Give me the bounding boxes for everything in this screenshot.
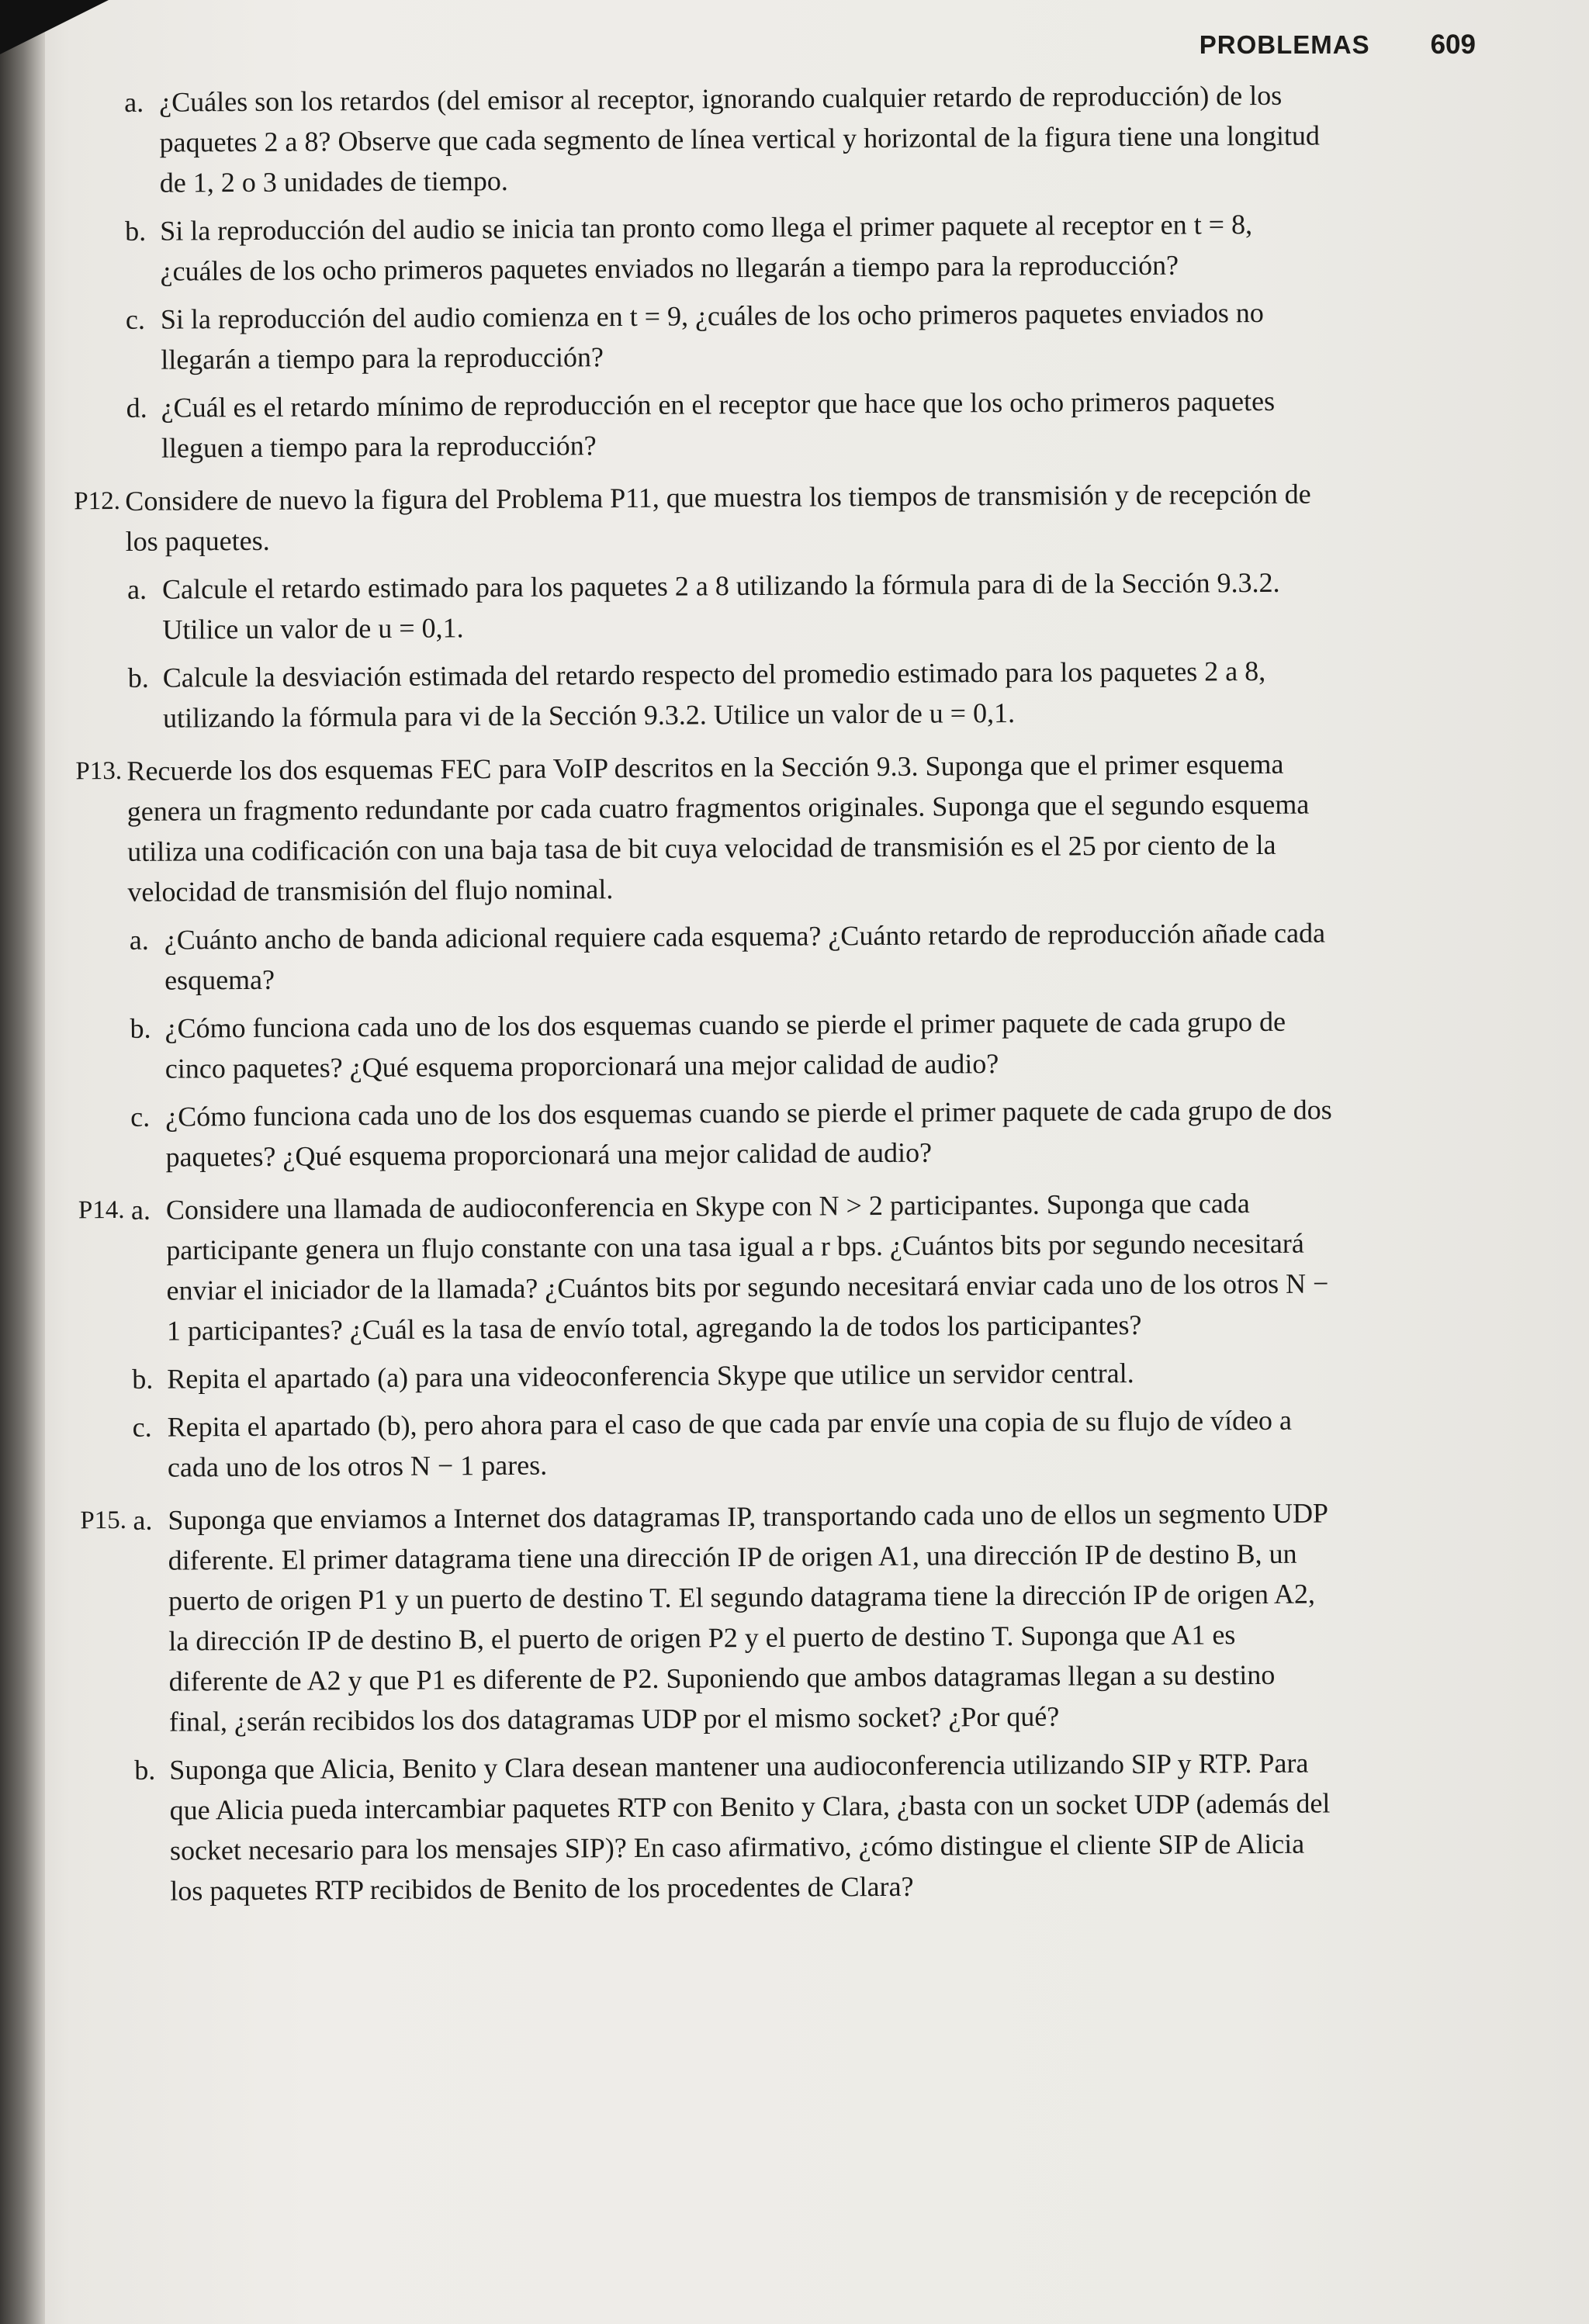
item-text: ¿Cuál es el retardo mínimo de reproducción en el receptor que hace que los ocho primeros paquetes lleguen a tiempo para la reproducción? [161,385,1276,464]
item-text: Repita el apartado (a) para una videoconferencia Skype que utilice un servidor central. [167,1357,1134,1395]
item-text: ¿Cómo funciona cada uno de los dos esquemas cuando se pierde el primer paquete de cada grupo de dos paquetes? ¿Qué esquema proporcionará una mejor calidad de audio? [165,1094,1332,1173]
item-text: Si la reproducción del audio comienza en t = 9, ¿cuáles de los ocho primeros paquetes enviados no llegarán a tiempo para la reproducción? [160,296,1264,375]
problem-p13 [75,743,1333,1178]
item-text: Si la reproducción del audio se inicia tan pronto como llega el primer paquete al receptor en t = 8, ¿cuáles de los ocho primeros paquetes enviados no llegarán a tiempo para la reproducción? [160,209,1253,287]
book-spine-shadow [0,0,45,2324]
item-letter: b. [127,662,149,693]
problem-number: P15. [80,1506,127,1535]
item-text: Repita el apartado (b), pero ahora para el caso de que cada par envíe una copia de su flujo de vídeo a cada uno de los otros N − 1 pares. [167,1404,1293,1483]
problem-p11-continuation [116,74,1329,469]
list-item [124,1399,1335,1488]
list-item [118,380,1329,469]
problem-number: P12. [74,486,121,516]
problem-number: P14. [78,1195,125,1225]
page-content [74,67,1338,1911]
list-item [126,1742,1338,1911]
item-text: ¿Cuáles son los retardos (del emisor al receptor, ignorando cualquier retardo de reproducción) de los paquetes 2 a 8? Observe que cada segmento de línea vertical y horizontal de la figura tiene una longitud de 1, 2 o 3 unidades de tiempo. [159,79,1321,199]
list-item [117,203,1328,292]
list-item [125,1492,1337,1742]
list-item [122,1001,1333,1089]
list-item [116,74,1328,203]
problem-p12 [74,473,1331,738]
item-letter: a. [133,1504,153,1536]
item-letter: c. [125,303,146,335]
item-letter: a. [130,1194,151,1226]
item-text: Calcule la desviación estimada del retardo respecto del promedio estimado para los paquetes 2 a 8, utilizando la fórmula para vi de la Sección 9.3.2. Utilice un valor de u = 0,1. [162,655,1266,734]
problem-p14 [78,1182,1335,1488]
item-letter: a. [124,86,144,118]
list-item [124,1351,1335,1399]
item-text: Considere una llamada de audioconferencia en Skype con N > 2 participantes. Suponga que cada participante genera un flujo constante con una tasa igual a r bps. ¿Cuántos bits por segundo necesitará enviar el iniciador de la llamada? ¿Cuántos bits por segundo necesitará enviar cada uno de los otros N − 1 participantes? ¿Cuál es la tasa de envío total, agregando la de todos los participantes? [165,1188,1329,1347]
list-item [119,562,1331,650]
running-header [1200,29,1476,68]
item-letter: d. [126,392,147,424]
problem-p15 [80,1492,1338,1911]
list-item [122,912,1333,1001]
problem-number: P13. [75,756,123,786]
item-letter: a. [129,924,149,956]
item-text: Suponga que enviamos a Internet dos datagramas IP, transportando cada uno de ellos un segmento UDP diferente. El primer datagrama tiene una dirección IP de origen A1, una dirección IP de destino B, un puerto de origen P1 y un puerto de destino T. El segundo datagrama tiene la dirección IP de origen A2, la dirección IP de destino B, el puerto de origen P2 y el puerto de destino T. Suponga que A1 es diferente de A2 y que P1 es diferente de P2. Suponiendo que ambos datagramas llegan a su destino final, ¿serán recibidos los dos datagramas UDP por el mismo socket? ¿Por qué? [168,1497,1328,1738]
item-letter: b. [130,1012,151,1044]
page-corner-shadow [0,0,109,54]
item-text: ¿Cómo funciona cada uno de los dos esquemas cuando se pierde el primer paquete de cada grupo de cinco paquetes? ¿Qué esquema proporcionará una mejor calidad de audio? [164,1005,1286,1084]
item-text: ¿Cuánto ancho de banda adicional requiere cada esquema? ¿Cuánto retardo de reproducción añade cada esquema? [164,917,1326,996]
list-item [123,1182,1335,1351]
list-item [118,292,1329,380]
item-letter: b. [132,1363,154,1395]
page-number: 609 [1430,29,1476,60]
item-letter: a. [126,573,147,605]
section-title: PROBLEMAS [1199,30,1370,59]
item-letter: b. [125,215,147,247]
item-letter: c. [132,1411,152,1443]
item-letter: c. [130,1101,151,1133]
item-text: Suponga que Alicia, Benito y Clara desean mantener una audioconferencia utilizando SIP y RTP. Para que Alicia pueda intercambiar paquetes RTP con Benito y Clara, ¿basta con un socket UDP (además del socket necesario para los mensajes SIP)? En caso afirmativo, ¿cómo distingue el cliente SIP de Alicia los paquetes RTP recibidos de Benito de los procedentes de Clara? [169,1747,1331,1907]
list-item [123,1089,1334,1178]
problem-statement: Recuerde los dos esquemas FEC para VoIP descritos en la Sección 9.3. Suponga que el primer esquema genera un fragmento redundante por cada cuatro fragmentos originales. Suponga que el segundo esquema utiliza una codificación con una baja tasa de bit cuya velocidad de transmisión es el 25 por ciento de la velocidad de transmisión del flujo nominal. [126,748,1310,908]
list-item [120,650,1331,738]
item-text: Calcule el retardo estimado para los paquetes 2 a 8 utilizando la fórmula para di de la Sección 9.3.2. Utilice un valor de u = 0,1. [161,566,1280,645]
problem-statement: Considere de nuevo la figura del Problema P11, que muestra los tiempos de transmisión y de recepción de los paquetes. [125,478,1311,557]
item-letter: b. [134,1754,156,1786]
